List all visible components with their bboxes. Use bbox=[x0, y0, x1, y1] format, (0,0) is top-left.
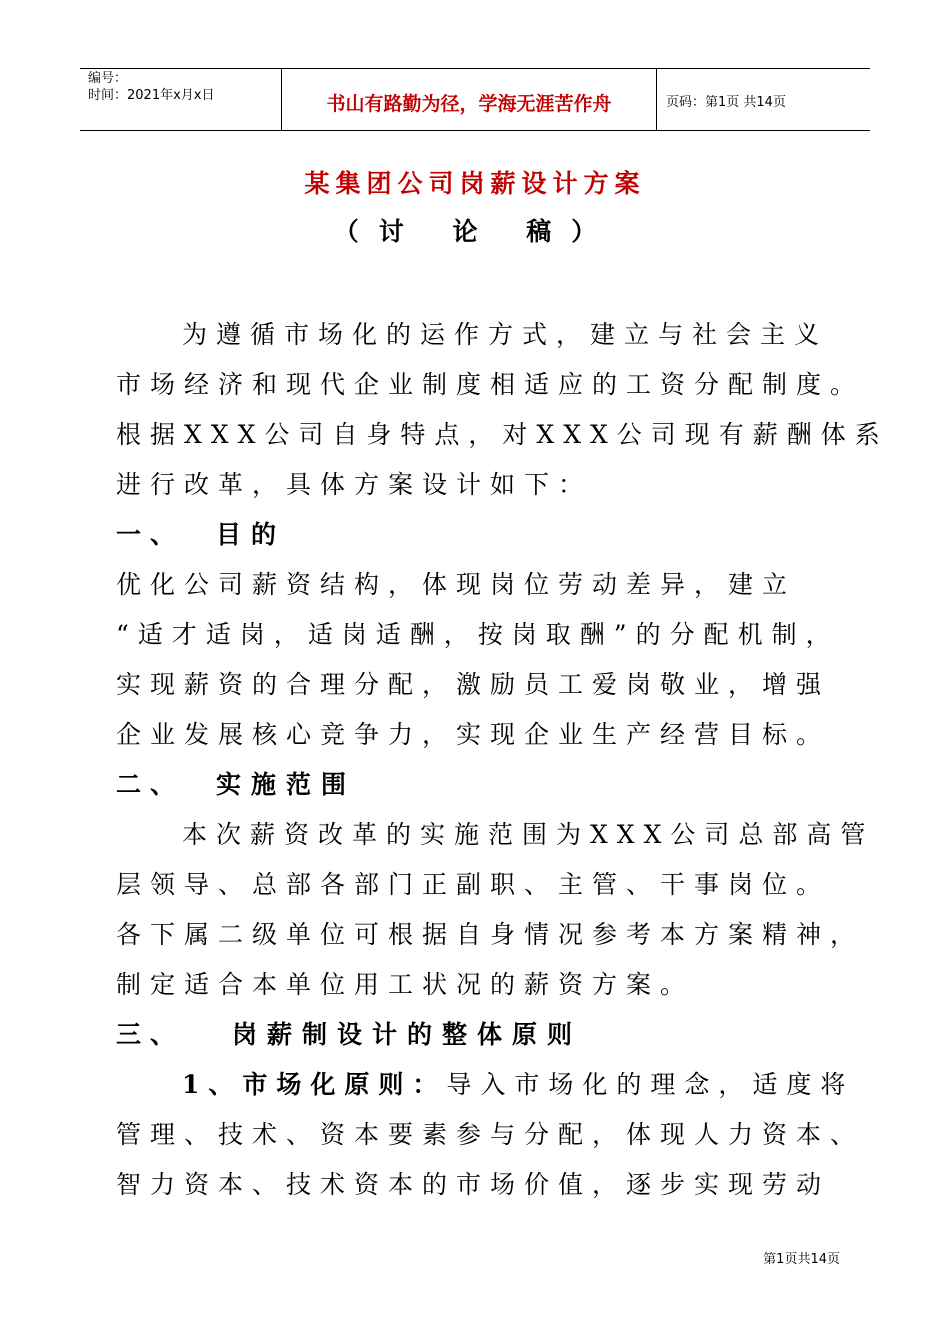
intro-line: 市场经济和现代企业制度相适应的工资分配制度。 bbox=[116, 370, 865, 399]
document-date: 时间：2021年x月x日 bbox=[88, 88, 215, 103]
document-subtitle: （讨 论 稿） bbox=[333, 217, 617, 246]
section-line: 管理、技术、资本要素参与分配，体现人力资本、 bbox=[116, 1120, 865, 1149]
section-line: 智力资本、技术资本的市场价值，逐步实现劳动 bbox=[116, 1170, 831, 1199]
section-title: 岗薪制设计的整体原则 bbox=[232, 1020, 583, 1049]
intro-line: 根据XXX公司自身特点，对XXX公司现有薪酬体系 bbox=[116, 420, 889, 449]
header-page-cell bbox=[656, 69, 870, 130]
section-line: 企业发展核心竞争力，实现企业生产经营目标。 bbox=[116, 720, 831, 749]
section-number: 一、 bbox=[116, 520, 185, 549]
section-heading-scope bbox=[116, 760, 846, 810]
page-footer: 第1页共14页 bbox=[763, 1252, 840, 1267]
section-number: 三、 bbox=[116, 1020, 185, 1049]
section-line: 制定适合本单位用工状况的薪资方案。 bbox=[116, 970, 695, 999]
document-number-label: 编号： bbox=[88, 71, 128, 86]
principle-line bbox=[116, 1060, 855, 1110]
principle-label: 1、市场化原则： bbox=[182, 1070, 447, 1099]
section-line: 各下属二级单位可根据自身情况参考本方案精神， bbox=[116, 920, 865, 949]
header-motto-cell bbox=[281, 69, 657, 130]
header-motto: 书山有路勤为径，学海无涯苦作舟 bbox=[326, 93, 612, 115]
header-page-info: 页码：第1页 共14页 bbox=[666, 95, 786, 110]
intro-line: 进行改革，具体方案设计如下： bbox=[116, 470, 593, 499]
section-title: 实施范围 bbox=[216, 770, 357, 799]
intro-line: 为遵循市场化的运作方式，建立与社会主义 bbox=[182, 320, 829, 349]
section-line: 层领导、总部各部门正副职、主管、干事岗位。 bbox=[116, 870, 831, 899]
section-line: 本次薪资改革的实施范围为XXX公司总部高管 bbox=[182, 820, 875, 849]
section-line: 优化公司薪资结构，体现岗位劳动差异，建立 bbox=[116, 570, 797, 599]
document-title: 某集团公司岗薪设计方案 bbox=[304, 169, 646, 198]
section-heading-purpose bbox=[116, 510, 846, 560]
section-line: 实现薪资的合理分配，激励员工爱岗敬业，增强 bbox=[116, 670, 831, 699]
section-line: “适才适岗，适岗适酬，按岗取酬”的分配机制， bbox=[116, 620, 840, 649]
section-number: 二、 bbox=[116, 770, 185, 799]
principle-text: 导入市场化的理念，适度将 bbox=[446, 1070, 855, 1099]
section-title: 目的 bbox=[216, 520, 287, 549]
header-meta-cell bbox=[80, 69, 281, 130]
document-body bbox=[116, 310, 889, 1210]
page-header bbox=[80, 68, 870, 131]
section-heading-principles bbox=[116, 1010, 846, 1060]
